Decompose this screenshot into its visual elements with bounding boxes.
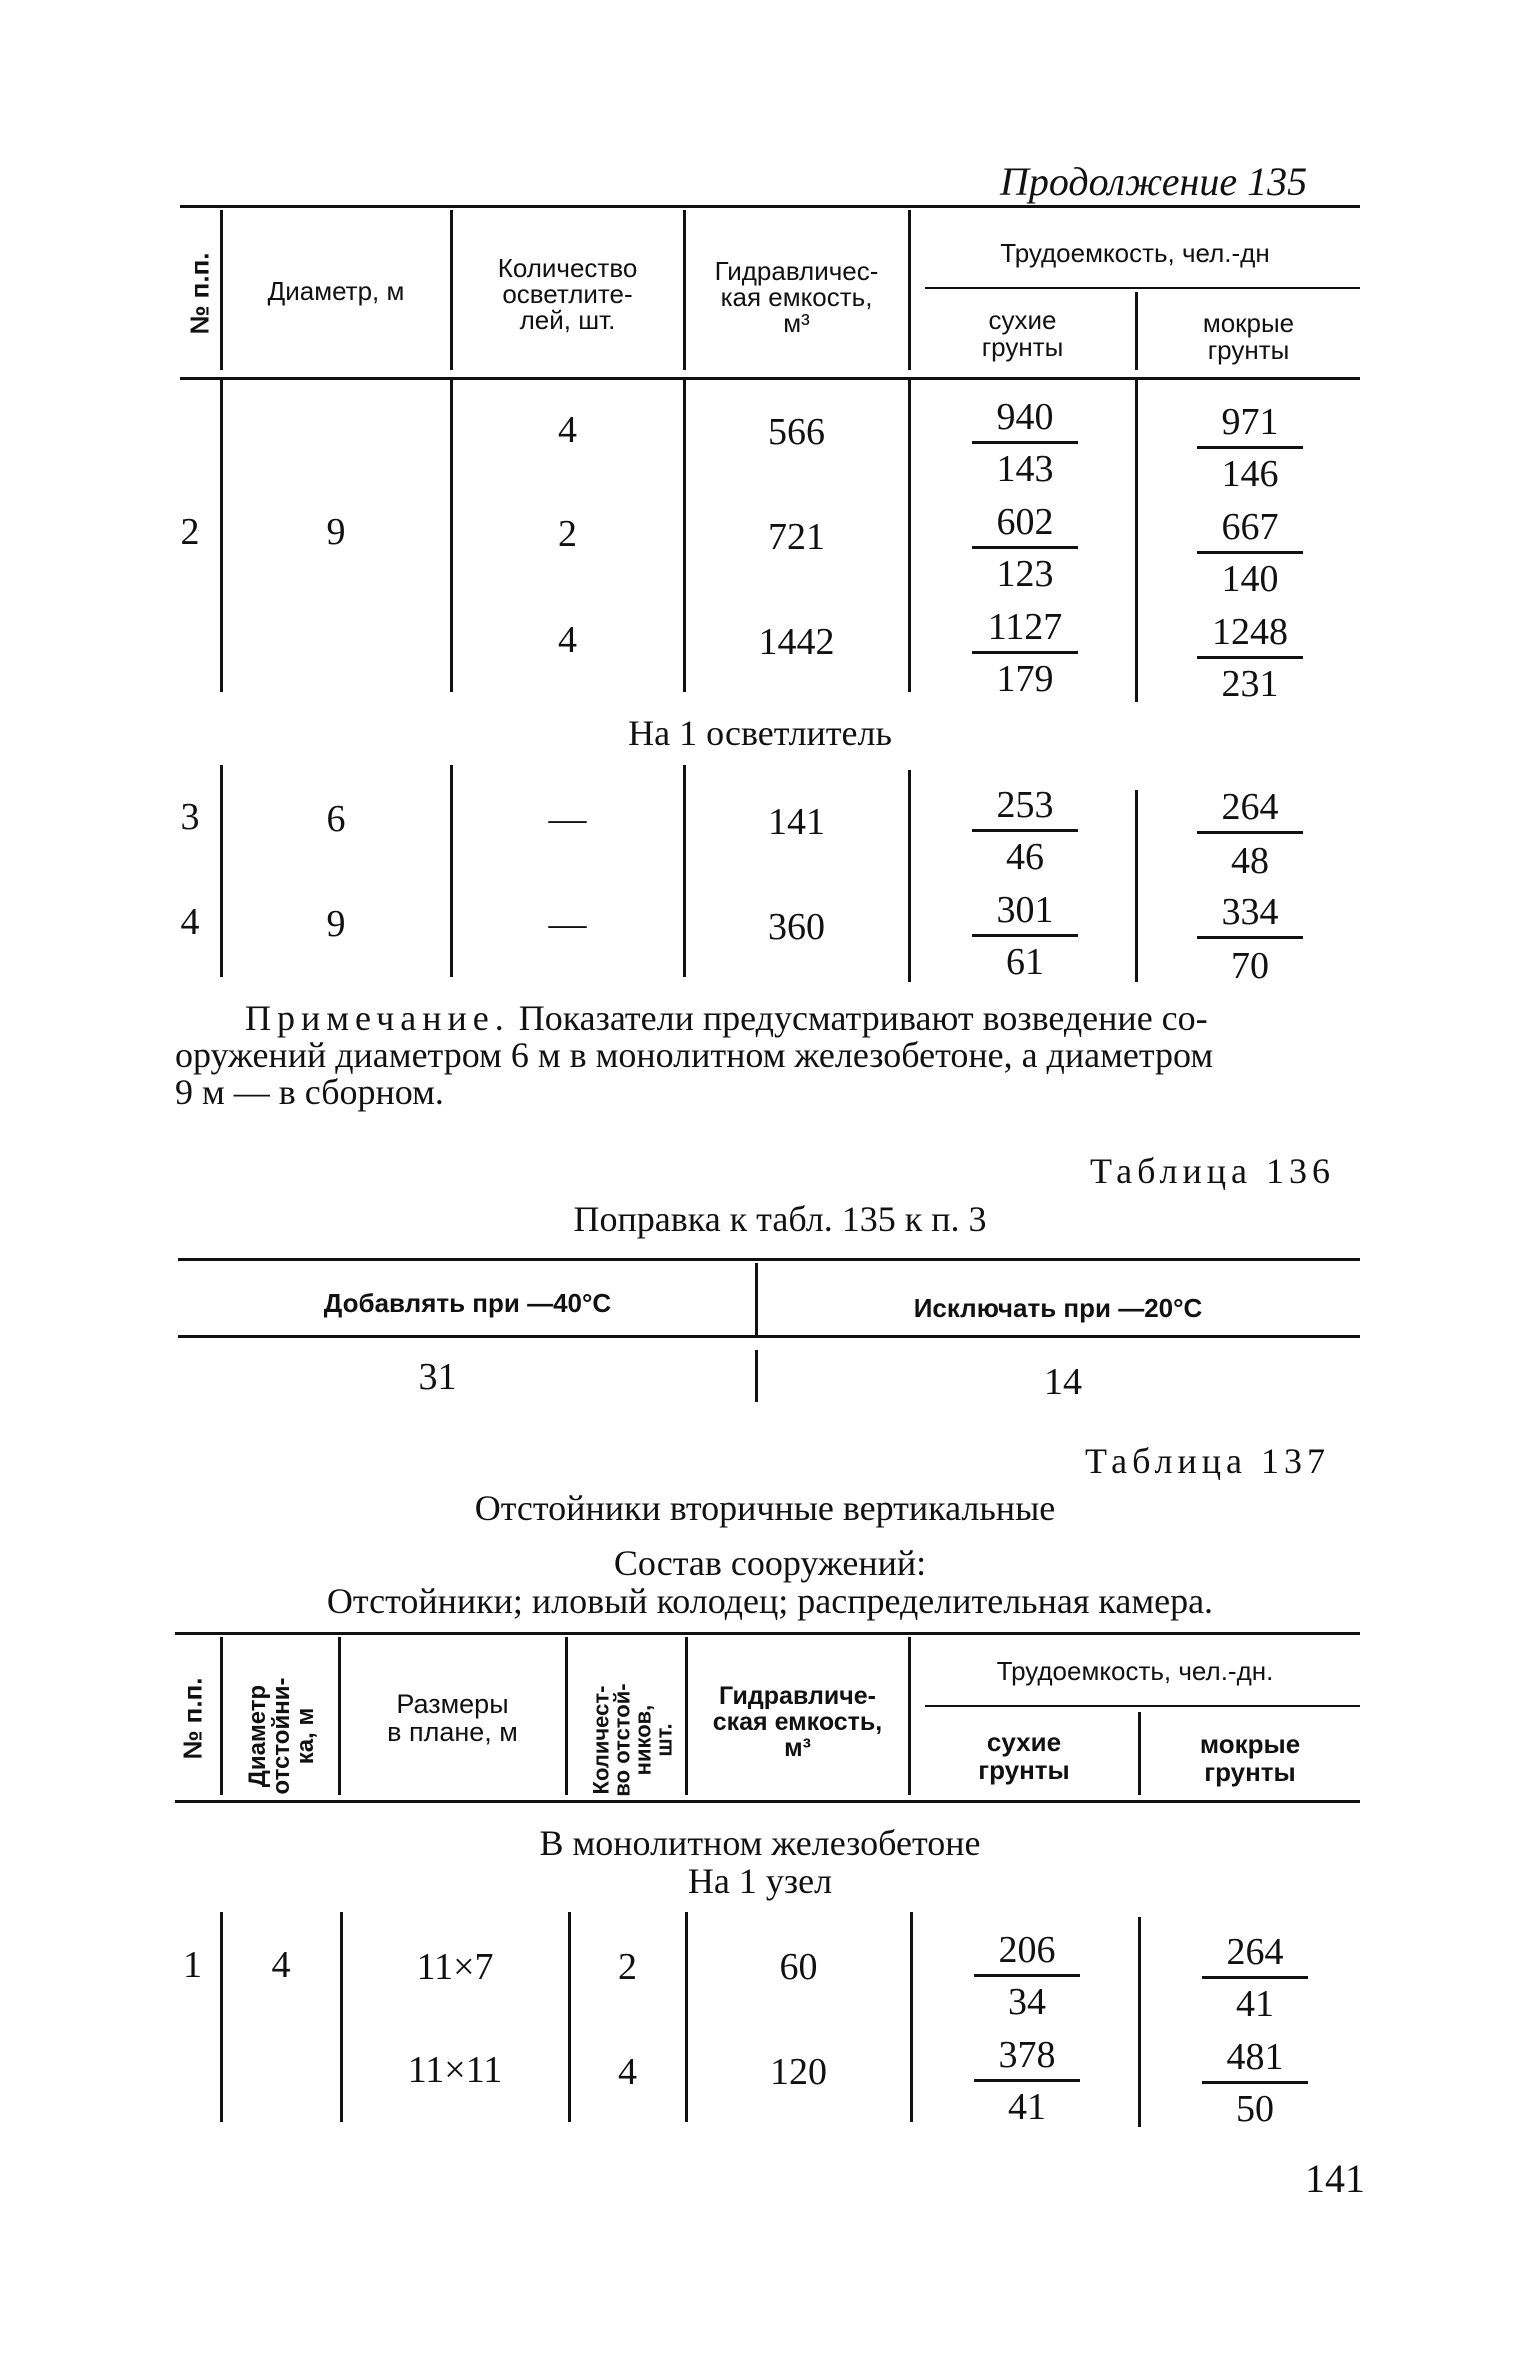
section-label: В монолитном железобетоне bbox=[539, 1823, 981, 1863]
row-diameter: 9 bbox=[326, 903, 346, 945]
dry-numerator: 940 bbox=[996, 396, 1054, 438]
header-count: Количество осветлите- лей, шт. bbox=[497, 253, 638, 335]
wet-denominator: 50 bbox=[1236, 2088, 1274, 2130]
header-diameter: Диаметр, м bbox=[267, 276, 405, 306]
composition: Отстойники; иловый колодец; распределительная камера. bbox=[326, 1581, 1214, 1621]
dry-denominator: 41 bbox=[1008, 2086, 1046, 2128]
header-no: № п.п. bbox=[184, 252, 215, 335]
row-capacity: 1442 bbox=[758, 621, 835, 663]
table-136-col1-value: 31 bbox=[418, 1356, 457, 1398]
wet-denominator: 231 bbox=[1221, 663, 1279, 705]
section-label: На 1 узел bbox=[687, 1861, 833, 1901]
table-137-label: Таблица 137 bbox=[1085, 1441, 1330, 1481]
row-count: — bbox=[548, 903, 587, 945]
row-diameter: 9 bbox=[326, 511, 346, 553]
row-diameter: 4 bbox=[271, 1944, 291, 1986]
header-labor: Трудоемкость, чел.-дн bbox=[1000, 238, 1270, 268]
header-capacity: Гидравличес- кая емкость, м³ bbox=[714, 256, 879, 338]
row-count: 2 bbox=[558, 513, 577, 555]
table-136-col2-value: 14 bbox=[1044, 1361, 1082, 1403]
dry-denominator: 61 bbox=[1006, 941, 1044, 983]
header-diameter: Диаметр отстойни- ка, м bbox=[244, 1677, 319, 1795]
row-capacity: 360 bbox=[768, 906, 825, 948]
table-136-col1-header: Добавлять при —40°С bbox=[323, 1288, 612, 1318]
composition-label: Состав сооружений: bbox=[613, 1543, 927, 1583]
note-label: Примечание. bbox=[245, 998, 510, 1038]
row-no: 4 bbox=[180, 901, 200, 943]
table-137-title: Отстойники вторичные вертикальные bbox=[474, 1488, 1056, 1528]
row-count: 2 bbox=[618, 1946, 637, 1988]
header-no: № п.п. bbox=[177, 1677, 208, 1760]
dry-numerator: 301 bbox=[996, 889, 1054, 931]
header-dry: сухие грунты bbox=[978, 1727, 1070, 1785]
row-capacity: 721 bbox=[768, 516, 825, 558]
wet-denominator: 48 bbox=[1231, 840, 1269, 882]
wet-numerator: 264 bbox=[1226, 1931, 1284, 1973]
note-line2: оружений диаметром 6 м в монолитном железобетоне, а диаметром bbox=[175, 1035, 1214, 1075]
wet-denominator: 146 bbox=[1221, 453, 1279, 495]
section-label: На 1 осветлитель bbox=[628, 713, 892, 753]
dry-numerator: 1127 bbox=[987, 606, 1063, 648]
dry-denominator: 46 bbox=[1006, 836, 1044, 878]
wet-denominator: 140 bbox=[1221, 558, 1279, 600]
header-labor: Трудоемкость, чел.-дн. bbox=[996, 1656, 1274, 1686]
row-count: 4 bbox=[558, 409, 577, 451]
row-size: 11×7 bbox=[416, 1946, 494, 1988]
row-capacity: 566 bbox=[768, 411, 825, 453]
row-no: 1 bbox=[183, 1944, 202, 1986]
table-136-col2-header: Исключать при —20°С bbox=[913, 1293, 1203, 1323]
row-capacity: 141 bbox=[768, 801, 825, 843]
wet-denominator: 41 bbox=[1236, 1983, 1274, 2025]
dry-numerator: 206 bbox=[998, 1929, 1056, 1971]
wet-numerator: 1248 bbox=[1212, 611, 1288, 653]
dry-denominator: 123 bbox=[996, 553, 1054, 595]
header-size: Размеры в плане, м bbox=[387, 1689, 518, 1747]
header-count: Количест- во отстой- ников, шт. bbox=[588, 1683, 677, 1797]
header-dry: сухие грунты bbox=[981, 305, 1064, 362]
wet-numerator: 667 bbox=[1221, 506, 1279, 548]
row-diameter: 6 bbox=[326, 798, 346, 840]
note-line3: 9 м — в сборном. bbox=[175, 1072, 444, 1112]
row-count: — bbox=[548, 798, 587, 840]
header-wet: мокрые грунты bbox=[1199, 1729, 1301, 1787]
header-capacity: Гидравличе- ская емкость, м³ bbox=[712, 1682, 883, 1762]
continuation-label: Продолжение 135 bbox=[1000, 159, 1308, 204]
row-count: 4 bbox=[618, 2051, 637, 2093]
table-136-title: Поправка к табл. 135 к п. 3 bbox=[573, 1199, 987, 1239]
note-text: Показатели предусматривают возведение со- bbox=[509, 998, 1208, 1038]
wet-denominator: 70 bbox=[1231, 945, 1269, 987]
dry-numerator: 253 bbox=[996, 784, 1054, 826]
wet-numerator: 334 bbox=[1221, 891, 1279, 933]
row-no: 3 bbox=[180, 796, 200, 838]
note bbox=[175, 1000, 1360, 1111]
header-wet: мокрые грунты bbox=[1202, 308, 1295, 365]
dry-denominator: 143 bbox=[996, 448, 1054, 490]
dry-denominator: 34 bbox=[1008, 1981, 1046, 2023]
row-capacity: 60 bbox=[779, 1946, 818, 1988]
wet-numerator: 481 bbox=[1226, 2036, 1284, 2078]
wet-numerator: 971 bbox=[1221, 401, 1279, 443]
wet-numerator: 264 bbox=[1221, 786, 1279, 828]
dry-denominator: 179 bbox=[996, 658, 1054, 700]
table-136-label: Таблица 136 bbox=[1090, 1151, 1335, 1191]
row-no: 2 bbox=[180, 511, 200, 553]
row-count: 4 bbox=[558, 619, 577, 661]
row-size: 11×11 bbox=[407, 2049, 503, 2091]
dry-numerator: 602 bbox=[996, 501, 1054, 543]
row-capacity: 120 bbox=[770, 2051, 827, 2093]
page-number: 141 bbox=[1305, 2156, 1365, 2201]
dry-numerator: 378 bbox=[998, 2034, 1056, 2076]
